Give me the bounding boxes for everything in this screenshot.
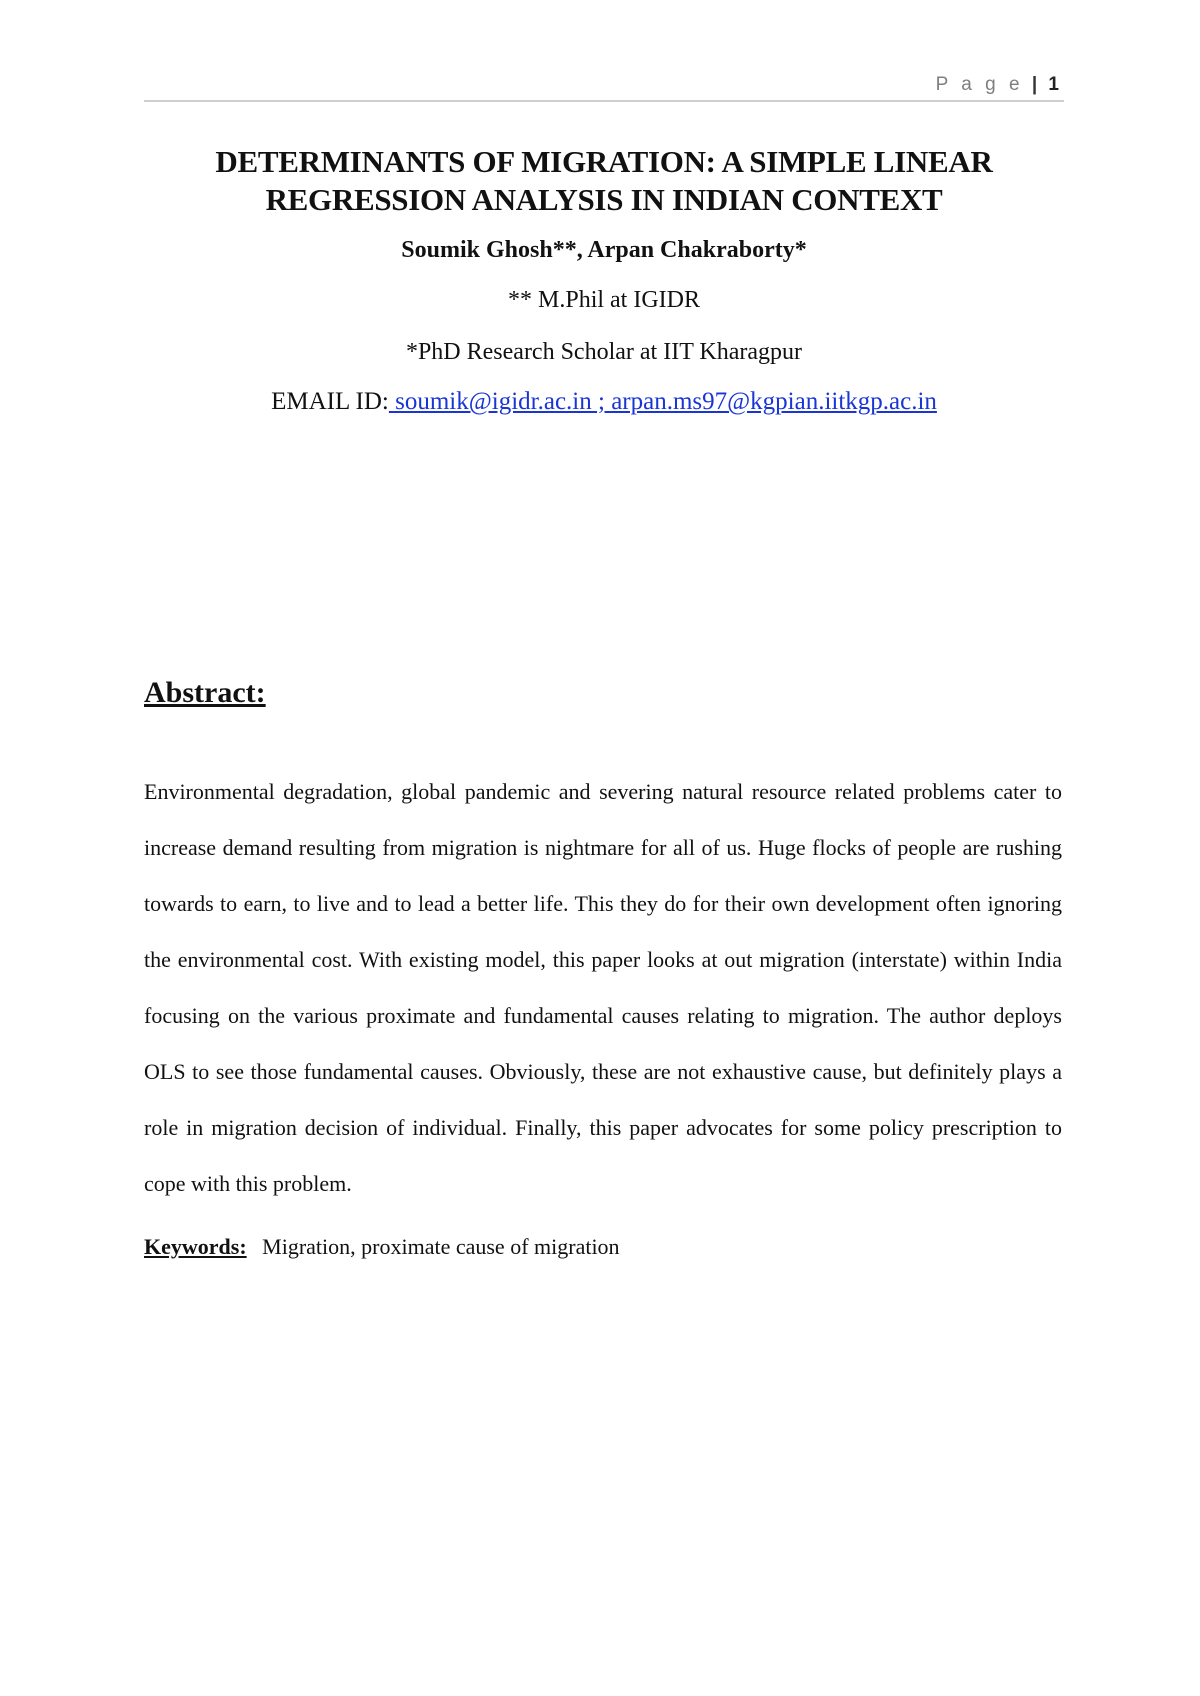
page-header: [144, 70, 1064, 102]
page-number: 1: [1048, 74, 1060, 95]
keywords-label: Keywords:: [144, 1234, 247, 1259]
email-links[interactable]: soumik@igidr.ac.in ; arpan.ms97@kgpian.iitkgp.ac.in: [388, 388, 937, 415]
keywords-line: [144, 1232, 620, 1262]
affiliation-1: ** M.Phil at IGIDR: [508, 287, 700, 313]
page-number-label: [936, 74, 1060, 96]
page-separator: |: [1031, 74, 1039, 95]
affiliation-2: *PhD Research Scholar at IIT Kharagpur: [405, 339, 803, 365]
keywords-value: Migration, proximate cause of migration: [262, 1234, 620, 1259]
email-label: EMAIL ID:: [271, 388, 389, 415]
paper-title-line-1: DETERMINANTS OF MIGRATION: A SIMPLE LINEAR: [215, 144, 993, 179]
page-word: P a g e: [935, 74, 1024, 95]
title-block: [144, 143, 1064, 417]
email-line: [144, 387, 1064, 417]
paper-title: [144, 143, 1064, 219]
abstract-body: Environmental degradation, global pandemic and severing natural resource related problems cater to increase demand resulting from migration is nightmare for all of us. Huge flocks of people are rushing towards to earn, to live and to lead a better life. This they do for their own development often ignoring the environmental cost. With existing model, this paper looks at out migration (interstate) within India focusing on the various proximate and fundamental causes relating to migration. The author deploys OLS to see those fundamental causes. Obviously, these are not exhaustive cause, but definitely plays a role in migration decision of individual. Finally, this paper advocates for some policy prescription to cope with this problem.: [144, 779, 1062, 1196]
paper-title-line-2: REGRESSION ANALYSIS IN INDIAN CONTEXT: [265, 182, 943, 217]
authors: Soumik Ghosh**, Arpan Chakraborty*: [401, 237, 807, 263]
abstract-heading: Abstract:: [144, 676, 266, 709]
